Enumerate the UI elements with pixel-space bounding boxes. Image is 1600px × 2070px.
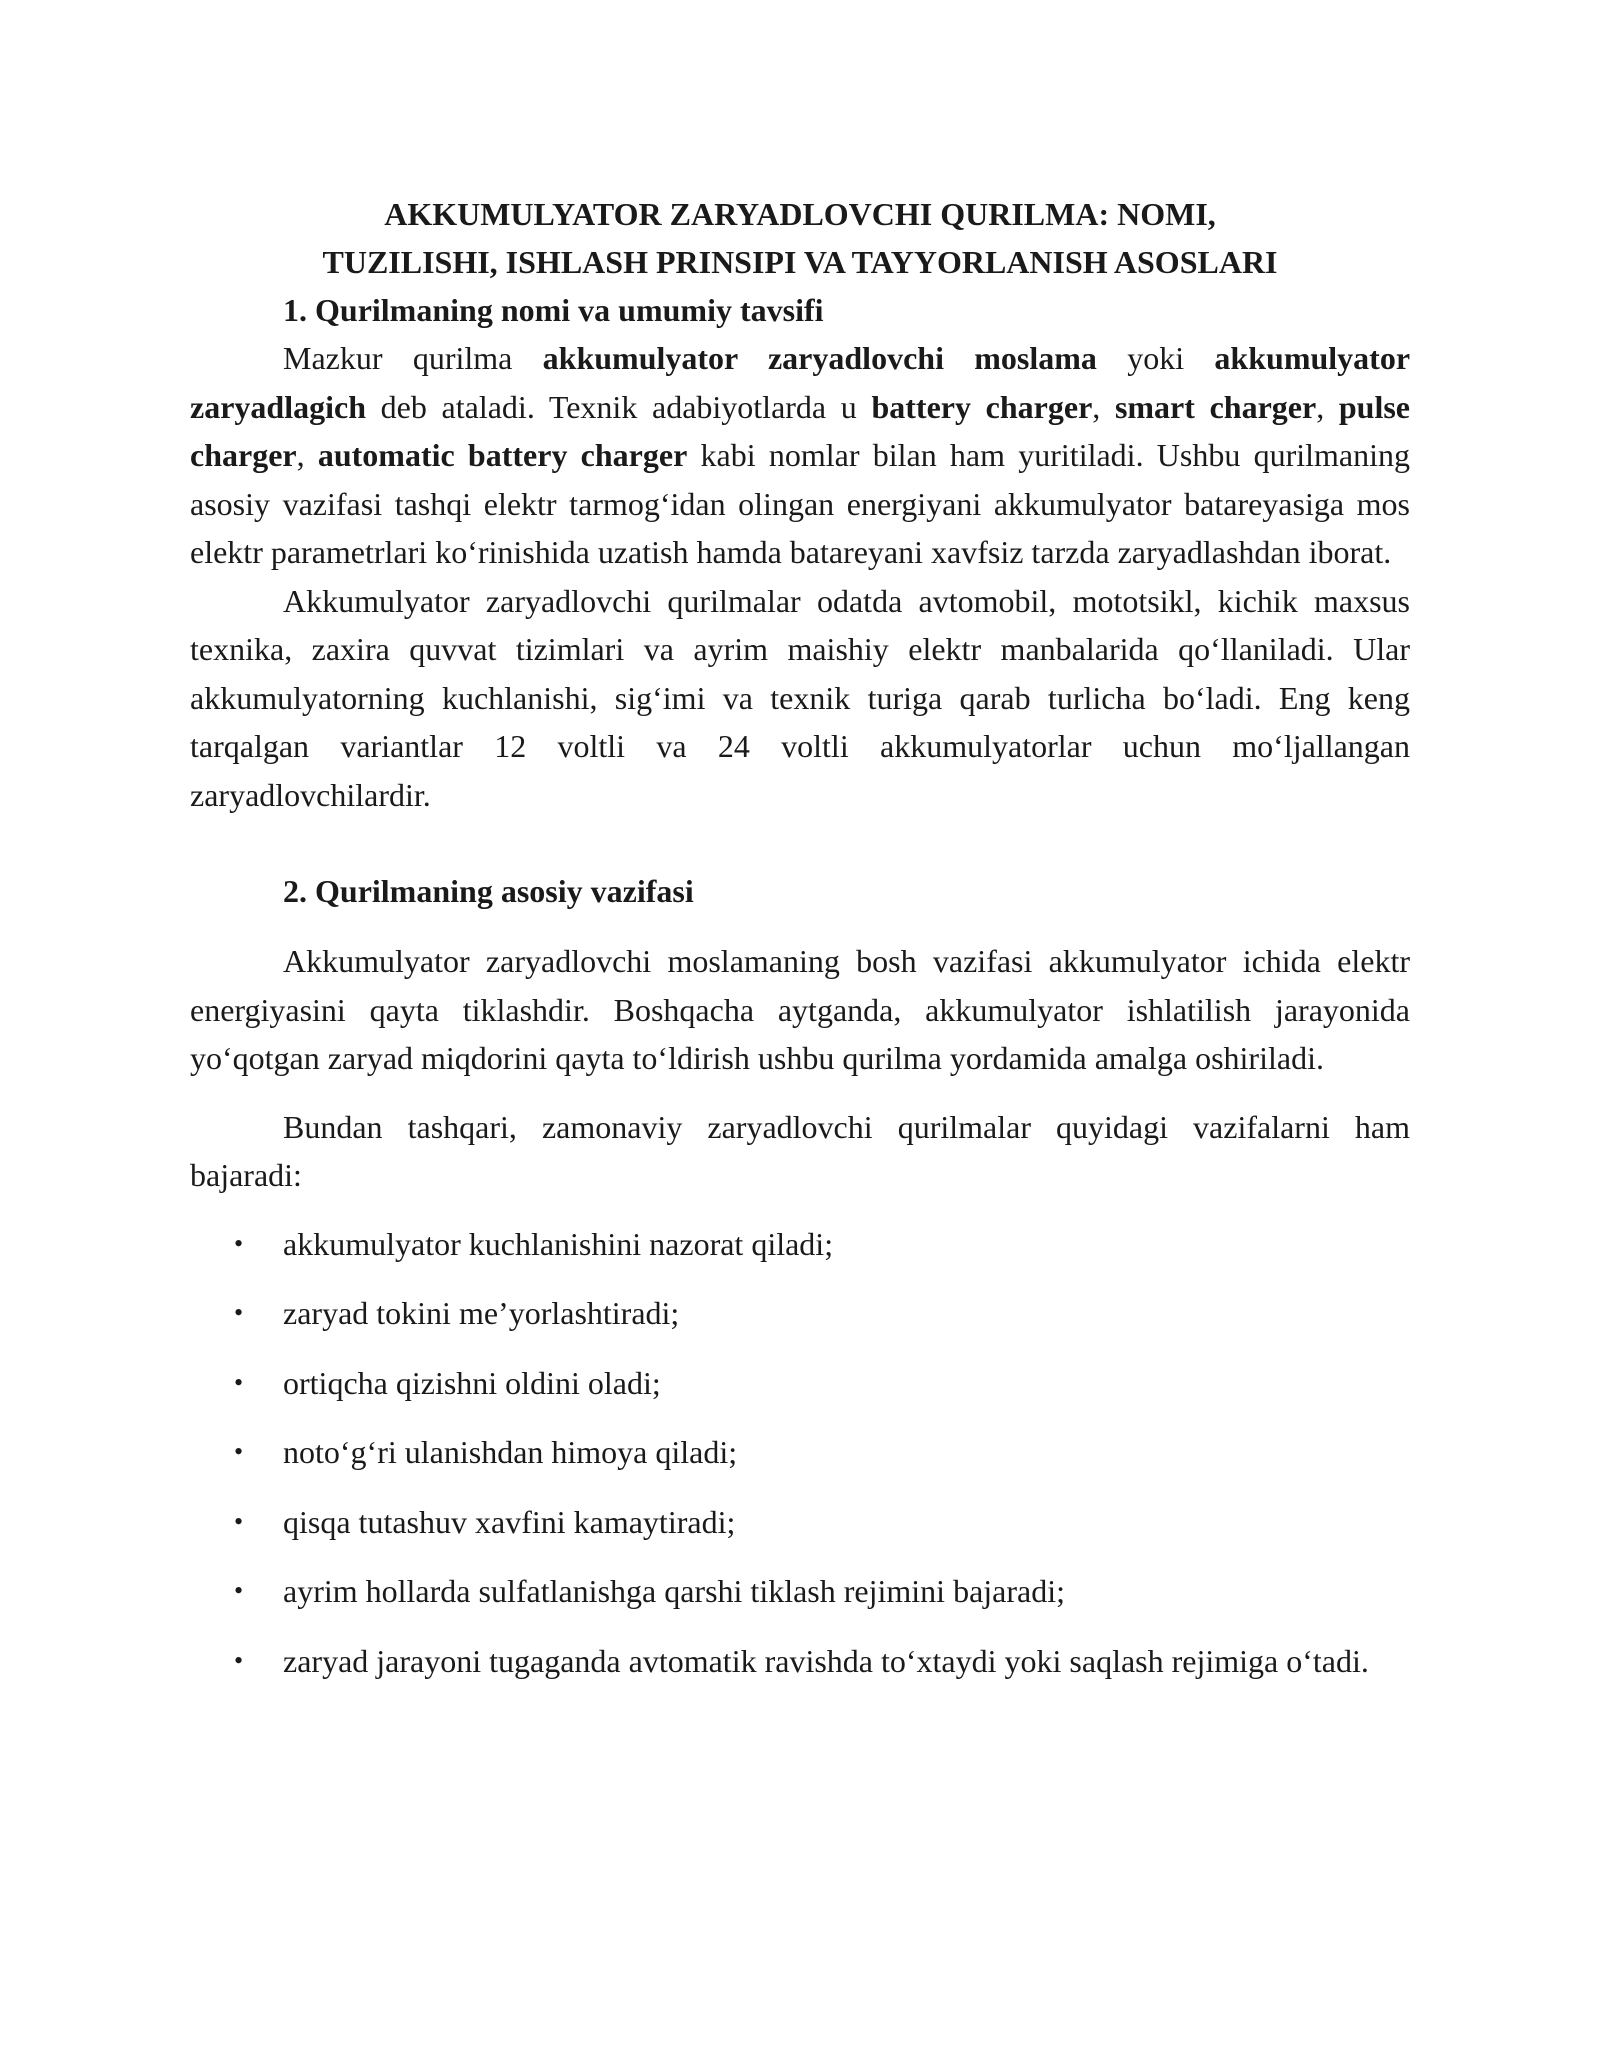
bold-term: akkumulyator zaryadlovchi moslama <box>542 340 1097 376</box>
text-run: Mazkur qurilma <box>283 340 543 376</box>
section-1-paragraph-1 <box>190 334 1410 577</box>
text-run: , <box>1316 388 1339 425</box>
list-item <box>190 1220 1410 1269</box>
section-1-heading: 1. Qurilmaning nomi va umumiy tavsifi <box>283 292 824 328</box>
bold-term: battery charger <box>871 388 1093 425</box>
list-item <box>190 1637 1410 1686</box>
bullet-icon: • <box>234 1367 244 1397</box>
bullet-icon: • <box>234 1298 244 1327</box>
bold-term: automatic battery charger <box>317 437 688 473</box>
list-item <box>190 1359 1410 1408</box>
spacer <box>190 1083 1410 1103</box>
bullet-icon: • <box>234 1437 244 1466</box>
list-item-text: noto‘g‘ri ulanishdan himoya qiladi; <box>283 1434 738 1470</box>
list-item <box>190 1428 1410 1477</box>
document-title <box>190 190 1410 286</box>
bullet-icon: • <box>234 1645 244 1675</box>
list-item-text: zaryad jarayoni tugaganda avtomatik ravishda to‘xtaydi yoki saqlash rejimiga o‘tadi. <box>283 1642 1369 1679</box>
spacer <box>190 1200 1410 1220</box>
list-item-text: ortiqcha qizishni oldini oladi; <box>283 1364 661 1401</box>
bullet-icon: • <box>234 1506 244 1536</box>
spacer <box>190 819 1410 867</box>
section-2-paragraph-2: Bundan tashqari, zamonaviy zaryadlovchi qurilmalar quyidagi vazifalarni ham bajaradi: <box>190 1108 1410 1193</box>
list-item-text: ayrim hollarda sulfatlanishga qarshi tiklash rejimini bajaradi; <box>283 1573 1065 1609</box>
section-2-paragraph-1: Akkumulyator zaryadlovchi moslamaning bosh vazifasi akkumulyator ichida elektr energiyasini qayta tiklashdir. Boshqacha aytganda, akkumulyator ishlatilish jarayonida yo‘qotgan zaryad miqdorini qayta to‘ldirish ushbu qurilma yordamida amalga oshiriladi. <box>190 943 1410 1076</box>
section-2-heading: 2. Qurilmaning asosiy vazifasi <box>283 873 694 909</box>
document-page <box>190 190 1410 1706</box>
text-run: , <box>296 437 318 473</box>
list-item <box>190 1289 1410 1338</box>
text-run: kabi nomlar bilan ham yuritiladi. Ushbu qurilmaning asosiy vazifasi tashqi elektr tarmog‘idan olingan energiyani akkumulyator batareyasiga mos elektr parametrlari ko‘rinishida uzatish hamda batareyani xavfsiz tarzda zaryadlashdan iborat. <box>190 437 1411 570</box>
list-item-text: akkumulyator kuchlanishini nazorat qiladi; <box>283 1225 834 1262</box>
bold-term: smart charger <box>1114 388 1317 425</box>
list-item <box>190 1498 1410 1547</box>
bullet-icon: • <box>234 1228 244 1258</box>
text-run: deb ataladi. Texnik adabiyotlarda u <box>365 388 872 425</box>
functions-list <box>190 1220 1410 1686</box>
title-line-1: AKKUMULYATOR ZARYADLOVCHI QURILMA: NOMI, <box>384 196 1216 232</box>
bold-term: akkumulyator zaryadlagich <box>190 340 1411 425</box>
list-item-text: zaryad tokini me’yorlashtiradi; <box>283 1295 680 1331</box>
list-item-text: qisqa tutashuv xavfini kamaytiradi; <box>283 1503 736 1540</box>
list-item <box>190 1567 1410 1616</box>
bullet-icon: • <box>234 1576 244 1605</box>
text-run: , <box>1092 388 1115 425</box>
spacer <box>190 915 1410 937</box>
text-run: yoki <box>1096 340 1215 376</box>
title-line-2: TUZILISHI, ISHLASH PRINSIPI VA TAYYORLANISH ASOSLARI <box>322 244 1278 280</box>
section-1-paragraph-2: Akkumulyator zaryadlovchi qurilmalar odatda avtomobil, mototsikl, kichik maxsus texnika, zaxira quvvat tizimlari va ayrim maishiy elektr manbalarida qo‘llaniladi. Ular akkumulyatorning kuchlanishi, sig‘imi va texnik turiga qarab turlicha bo‘ladi. Eng keng tarqalgan variantlar 12 voltli va 24 voltli akkumulyatorlar uchun mo‘ljallangan zaryadlovchilardir. <box>190 582 1410 813</box>
bold-term: pulse charger <box>190 388 1410 473</box>
